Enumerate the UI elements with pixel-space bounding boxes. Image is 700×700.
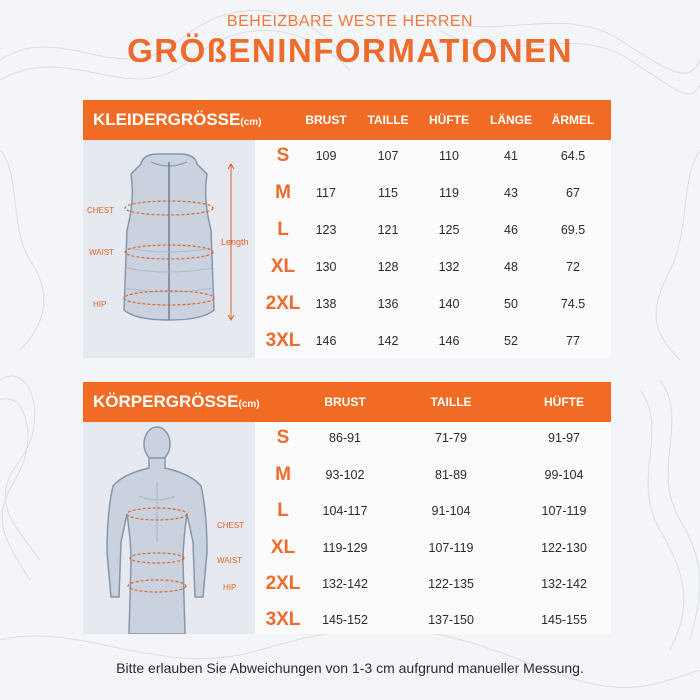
garment-size-title bbox=[93, 110, 261, 130]
table-cell: 132 bbox=[438, 260, 460, 274]
garment-size-title-text: KLEIDERGRÖSSE bbox=[93, 110, 241, 129]
size-label: 2XL bbox=[265, 293, 301, 314]
size-label: XL bbox=[270, 256, 296, 277]
table-cell: 117 bbox=[316, 186, 336, 200]
page-title: GRÖßENINFORMATIONEN bbox=[127, 32, 573, 69]
table-cell: 91-97 bbox=[548, 431, 580, 445]
vest-waist-label: WAIST bbox=[89, 248, 115, 257]
vest-figure bbox=[83, 140, 255, 358]
body-hip-label: HIP bbox=[223, 583, 237, 592]
size-label: 3XL bbox=[265, 609, 301, 630]
table-cell: 136 bbox=[377, 297, 399, 311]
table-cell: 67 bbox=[566, 186, 580, 200]
table-cell: 125 bbox=[438, 223, 460, 237]
table-cell: 146 bbox=[438, 334, 460, 348]
size-label: M bbox=[275, 182, 291, 203]
table-cell: 91-104 bbox=[431, 504, 471, 518]
table-cell: 107 bbox=[377, 149, 399, 163]
table-cell: 145-152 bbox=[322, 613, 368, 627]
size-label: L bbox=[277, 500, 289, 521]
size-label: 2XL bbox=[265, 573, 301, 594]
table-cell: 115 bbox=[378, 186, 398, 200]
table-cell: 107-119 bbox=[428, 541, 474, 555]
table-cell: 137-150 bbox=[428, 613, 474, 627]
column-header-taille: TAILLE bbox=[367, 113, 409, 127]
table-cell: 69.5 bbox=[560, 223, 586, 237]
table-cell: 104-117 bbox=[322, 504, 368, 518]
size-label: S bbox=[276, 145, 290, 166]
table-cell: 41 bbox=[504, 149, 518, 163]
table-cell: 122-130 bbox=[541, 541, 587, 555]
table-cell: 52 bbox=[504, 334, 518, 348]
table-cell: 46 bbox=[504, 223, 518, 237]
size-label: 3XL bbox=[265, 330, 301, 351]
body-size-title bbox=[93, 392, 260, 412]
table-cell: 107-119 bbox=[541, 504, 587, 518]
column-header-brust: BRUST bbox=[324, 395, 366, 409]
column-header-brust: BRUST bbox=[305, 113, 347, 127]
table-cell: 81-89 bbox=[435, 468, 467, 482]
table-cell: 99-104 bbox=[544, 468, 584, 482]
table-cell: 72 bbox=[566, 260, 580, 274]
table-cell: 74.5 bbox=[560, 297, 586, 311]
table-cell: 145-155 bbox=[541, 613, 587, 627]
page-subtitle: BEHEIZBARE WESTE HERREN bbox=[226, 13, 474, 30]
table-cell: 138 bbox=[315, 297, 337, 311]
vest-chest-label: CHEST bbox=[87, 206, 115, 215]
table-cell: 43 bbox=[504, 186, 518, 200]
column-header-huefte: HÜFTE bbox=[544, 395, 584, 409]
footnote: Bitte erlauben Sie Abweichungen von 1-3 cm aufgrund manueller Messung. bbox=[116, 660, 584, 676]
table-cell: 140 bbox=[438, 297, 460, 311]
table-cell: 146 bbox=[315, 334, 337, 348]
body-figure bbox=[83, 422, 255, 634]
table-cell: 93-102 bbox=[325, 468, 365, 482]
table-cell: 122-135 bbox=[428, 577, 474, 591]
table-cell: 77 bbox=[566, 334, 580, 348]
body-size-panel bbox=[83, 382, 611, 634]
table-cell: 128 bbox=[377, 260, 399, 274]
body-size-header bbox=[83, 382, 611, 422]
table-cell: 132-142 bbox=[541, 577, 587, 591]
table-cell: 71-79 bbox=[435, 431, 467, 445]
body-size-title-text: KÖRPERGRÖSSE bbox=[93, 392, 239, 411]
vest-hip-label: HIP bbox=[93, 300, 107, 309]
table-cell: 142 bbox=[377, 334, 399, 348]
column-header-aermel: ÄRMEL bbox=[551, 113, 595, 127]
garment-size-header bbox=[83, 100, 611, 140]
table-cell: 48 bbox=[504, 260, 518, 274]
table-cell: 132-142 bbox=[322, 577, 368, 591]
column-header-huefte: HÜFTE bbox=[429, 113, 469, 127]
table-cell: 130 bbox=[315, 260, 337, 274]
size-label: M bbox=[275, 464, 291, 485]
table-cell: 119-129 bbox=[322, 541, 368, 555]
body-chest-label: CHEST bbox=[217, 521, 245, 530]
vest-length-label: Length bbox=[221, 237, 249, 247]
size-label: S bbox=[276, 427, 290, 448]
table-cell: 50 bbox=[504, 297, 518, 311]
table-cell: 109 bbox=[315, 149, 337, 163]
table-cell: 64.5 bbox=[560, 149, 586, 163]
table-cell: 86-91 bbox=[329, 431, 361, 445]
table-cell: 123 bbox=[315, 223, 337, 237]
table-cell: 121 bbox=[377, 223, 399, 237]
garment-size-panel bbox=[83, 100, 611, 358]
table-cell: 119 bbox=[439, 186, 459, 200]
column-header-taille: TAILLE bbox=[430, 395, 472, 409]
size-label: L bbox=[277, 219, 289, 240]
body-waist-label: WAIST bbox=[217, 556, 243, 565]
size-label: XL bbox=[270, 537, 296, 558]
column-header-laenge: LÄNGE bbox=[490, 113, 532, 127]
garment-size-unit: (cm) bbox=[240, 117, 262, 128]
body-size-unit: (cm) bbox=[238, 399, 260, 410]
table-cell: 110 bbox=[439, 149, 459, 163]
